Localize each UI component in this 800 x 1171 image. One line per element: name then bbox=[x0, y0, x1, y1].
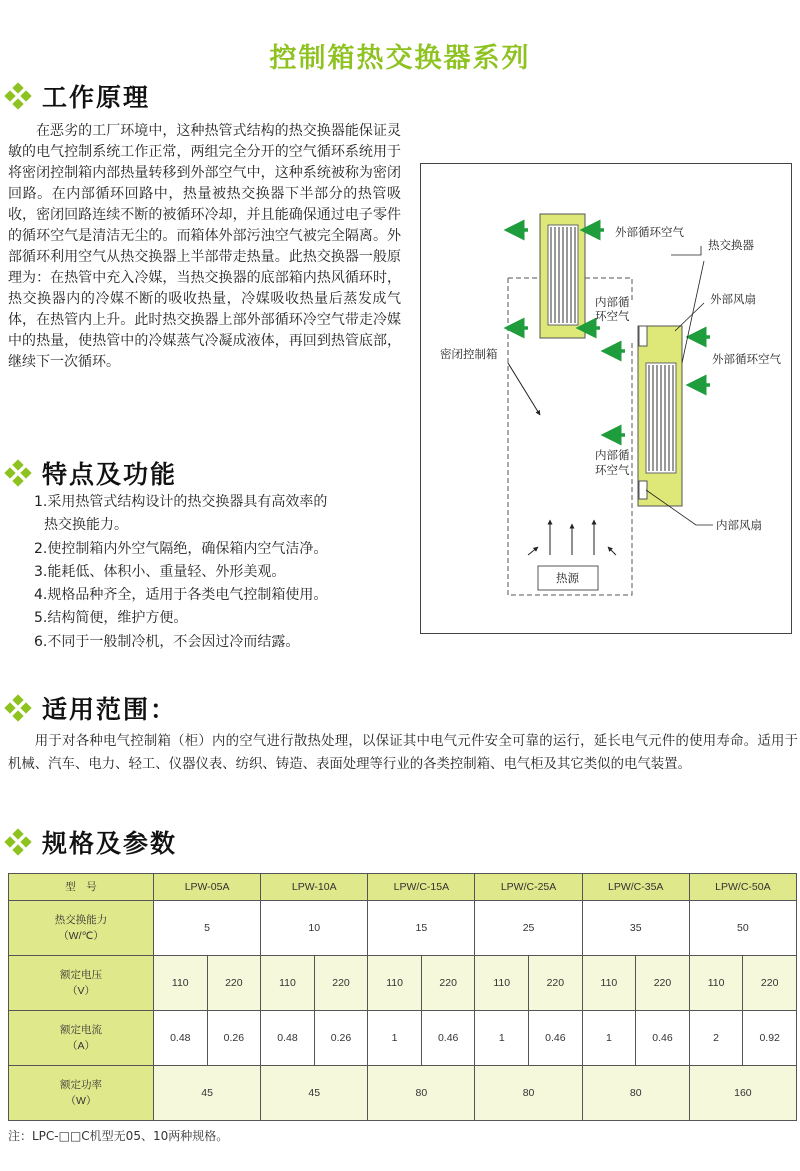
page-title: 控制箱热交换器系列 bbox=[269, 43, 531, 74]
feature-item: 2.使控制箱内外空气隔绝，确保箱内空气洁净。 bbox=[34, 540, 328, 557]
table-row bbox=[9, 901, 797, 956]
value-cell: 10 bbox=[261, 901, 368, 956]
label-inner-air-2: 内部循 bbox=[595, 448, 630, 462]
model-cell: LPW/C-25A bbox=[475, 874, 582, 901]
value-cell: 110 bbox=[475, 956, 529, 1011]
section-features-header bbox=[6, 455, 177, 491]
value-cell: 0.46 bbox=[421, 1011, 475, 1066]
feature-item: 4.规格品种齐全，适用于各类电气控制箱使用。 bbox=[34, 587, 328, 604]
table-row bbox=[9, 1066, 797, 1121]
table-row bbox=[9, 1011, 797, 1066]
row-label: 额定电压 （V） bbox=[9, 956, 154, 1011]
value-cell: 15 bbox=[368, 901, 475, 956]
value-cell: 0.48 bbox=[261, 1011, 315, 1066]
value-cell: 5 bbox=[154, 901, 261, 956]
upper-exchanger bbox=[540, 214, 585, 338]
value-cell: 80 bbox=[582, 1066, 689, 1121]
value-cell: 50 bbox=[689, 901, 796, 956]
value-cell: 45 bbox=[261, 1066, 368, 1121]
lower-exchanger bbox=[638, 326, 682, 506]
label-inner-air-1b: 环空气 bbox=[595, 309, 630, 323]
value-cell: 220 bbox=[529, 956, 583, 1011]
section-title: 工作原理 bbox=[42, 83, 151, 112]
diamond-cluster-icon bbox=[6, 696, 30, 720]
value-cell: 110 bbox=[154, 956, 208, 1011]
label-heat-source: 热源 bbox=[556, 571, 579, 585]
value-cell: 1 bbox=[475, 1011, 529, 1066]
value-cell: 0.26 bbox=[207, 1011, 261, 1066]
value-cell: 160 bbox=[689, 1066, 796, 1121]
value-cell: 2 bbox=[689, 1011, 743, 1066]
value-cell: 220 bbox=[421, 956, 475, 1011]
value-cell: 110 bbox=[689, 956, 743, 1011]
header-label: 型 号 bbox=[9, 874, 154, 901]
value-cell: 220 bbox=[743, 956, 797, 1011]
model-cell: LPW-10A bbox=[261, 874, 368, 901]
label-inner-air-1: 内部循 bbox=[595, 295, 630, 309]
value-cell: 80 bbox=[368, 1066, 475, 1121]
label-inner-fan: 内部风扇 bbox=[716, 518, 762, 532]
heat-exchanger-diagram bbox=[420, 163, 792, 634]
table-row bbox=[9, 956, 797, 1011]
model-cell: LPW/C-35A bbox=[582, 874, 689, 901]
value-cell: 25 bbox=[475, 901, 582, 956]
feature-item: 5.结构简便，维护方便。 bbox=[34, 610, 188, 627]
value-cell: 45 bbox=[154, 1066, 261, 1121]
label-heat-exchanger: 热交换器 bbox=[708, 238, 754, 252]
section-specs-header bbox=[6, 824, 177, 860]
footnote: 注：LPC-□□C机型无05、10两种规格。 bbox=[8, 1129, 229, 1143]
table-header-row bbox=[9, 874, 797, 901]
row-label: 热交换能力 （W/℃） bbox=[9, 901, 154, 956]
value-cell: 80 bbox=[475, 1066, 582, 1121]
value-cell: 110 bbox=[368, 956, 422, 1011]
row-label: 额定电流 （A） bbox=[9, 1011, 154, 1066]
features-list bbox=[34, 491, 404, 654]
section-title: 适用范围： bbox=[42, 695, 178, 724]
value-cell: 0.48 bbox=[154, 1011, 208, 1066]
section-title: 特点及功能 bbox=[42, 460, 178, 489]
section-scope-header bbox=[6, 690, 177, 726]
label-sealed-box: 密闭控制箱 bbox=[440, 347, 498, 361]
label-outer-fan: 外部风扇 bbox=[710, 292, 756, 306]
value-cell: 1 bbox=[582, 1011, 636, 1066]
diamond-cluster-icon bbox=[6, 461, 30, 485]
value-cell: 220 bbox=[314, 956, 368, 1011]
section-principle-header bbox=[6, 78, 150, 114]
feature-item: 1.采用热管式结构设计的热交换器具有高效率的 bbox=[34, 494, 328, 510]
model-cell: LPW/C-15A bbox=[368, 874, 475, 901]
section-title: 规格及参数 bbox=[42, 829, 178, 858]
feature-item: 6.不同于一般制冷机，不会因过冷而结露。 bbox=[34, 633, 300, 650]
specs-table bbox=[8, 873, 797, 1121]
diamond-cluster-icon bbox=[6, 84, 30, 108]
feature-item: 热交换能力。 bbox=[44, 517, 128, 534]
scope-paragraph: 用于对各种电气控制箱（柜）内的空气进行散热处理，以保证其中电气元件安全可靠的运行，延长电气元件的使用寿命。适用于机械、汽车、电力、轻工、仪器仪表、纺织、铸造、表面处理等行业的各类控制箱、电气柜及其它类似的电气装置。 bbox=[8, 734, 798, 772]
feature-item: 3.能耗低、体积小、重量轻、外形美观。 bbox=[34, 563, 286, 580]
value-cell: 0.46 bbox=[636, 1011, 690, 1066]
model-cell: LPW/C-50A bbox=[689, 874, 796, 901]
value-cell: 0.46 bbox=[529, 1011, 583, 1066]
value-cell: 110 bbox=[582, 956, 636, 1011]
principle-paragraph: 在恶劣的工厂环境中，这种热管式结构的热交换器能保证灵敏的电气控制系统工作正常，两组完全分开的空气循环系统用于将密闭控制箱内部热量转移到外部空气中，这种系统被称为密闭回路。在内部循环回路中，热量被热交换器下半部分的热管吸收，密闭回路连续不断的被循环冷却，并且能确保通过电子零件的循环空气是清洁无尘的。而箱体外部污浊空气被完全隔离。外部循环利用空气从热交换器上半部带走热量。此热交换器一般原理为：在热管中充入冷媒，当热交换器的底部箱内热风循环时，热交换器内的冷媒不断的吸收热量，冷媒吸收热量后蒸发成气体，在热管内上升。此时热交换器上部外部循环冷空气带走冷媒中的热量，使热管中的冷媒蒸气冷凝成液体，再回到热管底部，继续下一次循环。 bbox=[8, 123, 401, 370]
value-cell: 1 bbox=[368, 1011, 422, 1066]
diamond-cluster-icon bbox=[6, 830, 30, 854]
value-cell: 0.26 bbox=[314, 1011, 368, 1066]
label-inner-air-2b: 环空气 bbox=[595, 463, 630, 477]
label-outer-air-1: 外部循环空气 bbox=[615, 225, 684, 239]
value-cell: 110 bbox=[261, 956, 315, 1011]
value-cell: 35 bbox=[582, 901, 689, 956]
diagram-frame bbox=[421, 164, 792, 634]
value-cell: 220 bbox=[636, 956, 690, 1011]
model-cell: LPW-05A bbox=[154, 874, 261, 901]
row-label: 额定功率 （W） bbox=[9, 1066, 154, 1121]
value-cell: 0.92 bbox=[743, 1011, 797, 1066]
value-cell: 220 bbox=[207, 956, 261, 1011]
label-outer-air-2: 外部循环空气 bbox=[712, 352, 781, 366]
